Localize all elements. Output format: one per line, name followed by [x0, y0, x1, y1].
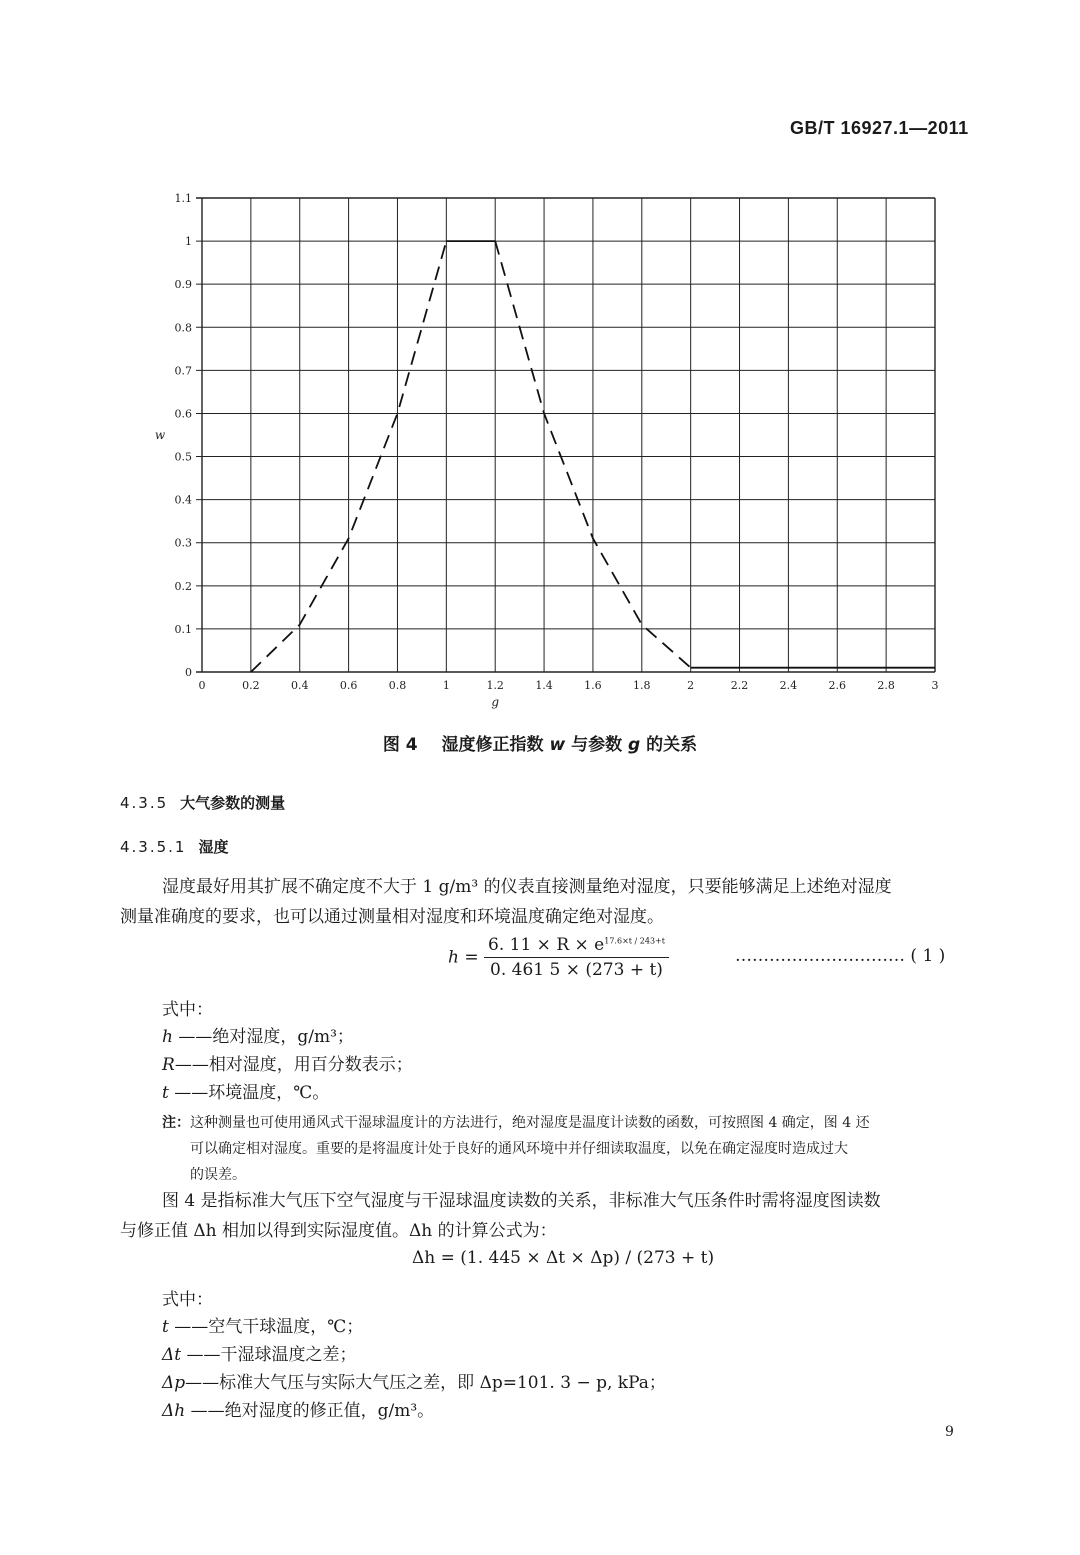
equation-1: h = $\frac{6. 11 \times R \times e^{17.6\times t / 243+t}}{0. 461 5 \times (273 + t)}$ [448, 935, 669, 980]
def2-t: t ——空气干球温度，℃； [162, 1317, 364, 1337]
y-tick-label: 0.2 [174, 579, 192, 593]
def-h: h ——绝对湿度，g/m³； [162, 1027, 354, 1047]
chart-grid [196, 198, 935, 672]
figure-label: 图 4 [382, 735, 418, 755]
paragraph-1: 湿度最好用其扩展不确定度不大于 1 g/m³ 的仪表直接测量绝对湿度，只要能够满足上述绝对湿度 测量准确度的要求，也可以通过测量相对湿度和环境温度确定绝对湿度。 [120, 877, 892, 927]
y-tick-label: 0.1 [174, 622, 192, 636]
caption-text-1: 湿度修正指数 [441, 735, 544, 755]
section-heading-4-3-5 [120, 792, 285, 813]
y-tick-label: 0 [185, 666, 192, 679]
x-tick-label: 1.4 [535, 679, 553, 692]
def-t: t ——环境温度，℃。 [162, 1083, 330, 1103]
x-tick-label: 2.8 [877, 679, 895, 692]
y-tick-label: 0.7 [174, 364, 192, 378]
x-axis-label: g [491, 695, 500, 709]
section-number: 4.3.5 [120, 794, 169, 812]
standard-code: GB/T 16927.1—2011 [790, 118, 969, 138]
x-tick-label: 1 [442, 679, 450, 692]
figure-caption [0, 730, 1080, 755]
y-tick-label: 0.4 [174, 493, 192, 507]
x-tick-label: 2.2 [730, 679, 749, 692]
x-tick-label: 1.8 [633, 679, 651, 692]
section-title: 大气参数的测量 [180, 794, 286, 812]
x-tick-labels [199, 679, 939, 692]
y-tick-label: 0.8 [174, 321, 192, 335]
caption-var-w: w [549, 735, 566, 755]
where-label-2: 式中： [162, 1290, 213, 1310]
def2-dt: Δt ——干湿球温度之差； [162, 1345, 357, 1365]
paragraph-2: 图 4 是指标准大气压下空气湿度与干湿球温度读数的关系，非标准大气压条件时需将湿度图读数 与修正值 Δh 相加以得到实际湿度值。Δh 的计算公式为： [120, 1191, 881, 1241]
where-label-1: 式中： [162, 1000, 213, 1020]
caption-text-2: 与参数 [571, 735, 623, 755]
x-tick-label: 0.2 [242, 679, 260, 692]
y-tick-label: 1 [185, 235, 192, 249]
x-tick-label: 1.6 [584, 679, 602, 692]
y-tick-labels [175, 192, 193, 679]
humidity-correction-chart [140, 180, 960, 720]
def2-dh: Δh ——绝对湿度的修正值，g/m³。 [162, 1401, 435, 1421]
x-tick-label: 3 [931, 679, 939, 692]
caption-text-3: 的关系 [646, 735, 698, 755]
equation-1-number: ………………………… ( 1 ) [735, 946, 946, 966]
def-R: R——相对湿度，用百分数表示； [162, 1055, 413, 1075]
y-tick-label: 0.9 [174, 278, 192, 292]
section-heading-4-3-5-1 [120, 836, 229, 857]
x-tick-label: 0.8 [388, 679, 407, 692]
y-tick-label: 0.3 [174, 536, 192, 550]
subsection-number: 4.3.5.1 [120, 838, 187, 856]
subsection-title: 湿度 [198, 838, 229, 856]
x-tick-label: 0.6 [339, 679, 358, 692]
def2-dp: Δp——标准大气压与实际大气压之差，即 Δp=101. 3 − p, kPa； [162, 1373, 666, 1393]
x-tick-label: 2.4 [779, 679, 798, 692]
x-tick-label: 2 [687, 679, 695, 692]
y-tick-label: 0.5 [174, 450, 192, 464]
caption-var-g: g [628, 735, 641, 755]
page-number: 9 [945, 1424, 954, 1440]
x-tick-label: 1.2 [486, 679, 504, 692]
equation-2: Δh = (1. 445 × Δt × Δp) / (273 + t) [412, 1248, 715, 1268]
x-tick-label: 0 [198, 679, 206, 692]
note: 注：这种测量也可使用通风式干湿球温度计的方法进行，绝对湿度是温度计读数的函数，可按照图 4 确定，图 4 还 可以确定相对湿度。重要的是将温度计处于良好的通风环境中并仔细读取温度，以免在确定湿度时造成过大 的误差。 [162, 1115, 870, 1183]
y-tick-label: 0.6 [174, 407, 192, 421]
y-axis-label: w [154, 428, 166, 442]
y-tick-label: 1.1 [174, 192, 192, 205]
x-tick-label: 0.4 [290, 679, 309, 692]
x-tick-label: 2.6 [828, 679, 847, 692]
